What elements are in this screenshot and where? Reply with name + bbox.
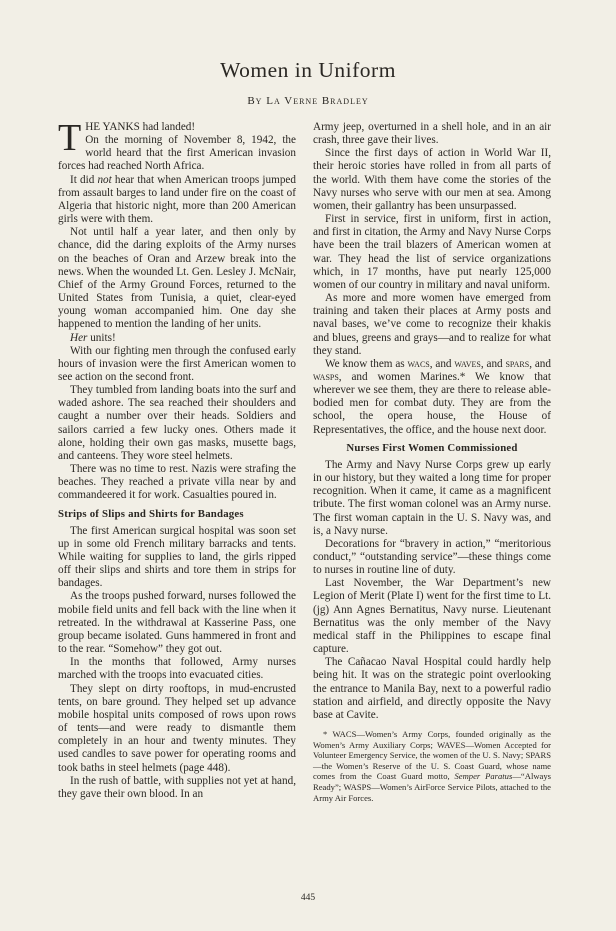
byline [0, 95, 616, 107]
small-caps-term: wacs [407, 357, 430, 370]
footnote [313, 729, 551, 803]
emphasis: not [97, 173, 112, 186]
page-number: 445 [300, 893, 316, 903]
paragraph: As the troops pushed forward, nurses followed the mobile field units and fell back with the line when it retreated. In the withdrawal at Kasserine Pass, one group became isolated. Guns hammered in front and to the rear. “Somehow” they got out. [58, 590, 296, 656]
paragraph: First in service, first in uniform, first in action, and first in citation, the Army and Navy Nurse Corps have been the trail blazers of American women at war. They head the list of service organizations which, in 17 months, have put nearly 125,000 women of our country in military and naval uniform. [313, 213, 551, 291]
paragraph: Army jeep, overturned in a shell hole, and in an air crash, three gave their lives. [313, 121, 551, 147]
paragraph: It did not hear that when American troops jumped from assault barges to land under fire on the coast of Algeria that historic night, more than 200 American girls were with them. [58, 173, 296, 226]
opening-paragraph [58, 117, 296, 174]
opening-line: HE YANKS had landed! [85, 121, 196, 133]
byline-author: La Verne Bradley [266, 95, 369, 107]
paragraph: Last November, the War Department’s new Legion of Merit (Plate I) went for the first time to Lt. (jg) Ann Agnes Bernatitus, Navy nurse. Lieutenant Bernatitus was the only member of the Navy medical staff in the Philippines to escape final capture. [313, 577, 551, 656]
paragraph: In the months that followed, Army nurses marched with the troops into evacuated cities. [58, 656, 296, 682]
paragraph: Not until half a year later, and then only by chance, did the daring exploits of the Army nurses on the beaches of Oran and Arzew break into the news. When the wounded Lt. Gen. Lesley J. McNair, Chief of the Army Ground Forces, returned to the United States from Tunisia, a quiet, clear-eyed young woman accompanied him. One day she happened to mention the landing of her units. [58, 226, 296, 331]
paragraph: Decorations for “bravery in action,” “meritorious conduct,” “outstanding service”—these things come to nurses in routine line of duty. [313, 537, 551, 577]
paragraph: On the morning of November 8, 1942, the world heard that the first American invasion forces had reached North Africa. [58, 134, 296, 173]
small-caps-term: waves [454, 357, 481, 370]
drop-cap: T [58, 117, 82, 159]
paragraph: They tumbled from landing boats into the surf and waded ashore. The sea reached their shoulders and caught a number over their heads. Soldiers and sailors carried a few lucky ones. Others made it alone, holding their own gas masks, musette bags, and canteens. They wore steel helmets. [58, 384, 296, 462]
paragraph: The first American surgical hospital was soon set up in some old French military barracks and tents. While waiting for supplies to land, the girls ripped off their slips and shirts and tore them in strips for bandages. [58, 524, 296, 590]
footnote-text: * WACS—Women’s Army Corps, founded originally as the Women’s Army Auxiliary Corps; WAVES—Women Accepted for Volunteer Emergency Service, the women of the U. S. Navy; SPARS—the Women’s Reserve of the U. S. Coast Guard, whose name comes from the Coast Guard motto, Semper Paratus—“Always Ready”; WASPS—Women’s AirForce Service Pilots, attached to the Army Air Forces. [313, 729, 551, 803]
section-heading: Strips of Slips and Shirts for Bandages [58, 507, 244, 520]
paragraph: The Army and Navy Nurse Corps grew up early in our history, but they waited a long time for proper recognition. When it came, it came as a magnificent tribute. The first woman colonel was an Army nurse. The first woman captain in the U. S. Navy was, and is, a Navy nurse. [313, 458, 551, 537]
section-heading: Nurses First Women Commissioned [346, 441, 518, 454]
emphasis: Semper Paratus [454, 771, 513, 782]
paragraph: Her units! [70, 331, 116, 344]
paragraph: We know them as wacs, and waves, and spars, and wasps, and women Marines.* We know that wherever we see them, they are there to release able-bodied men for combat duty. They are from the school, the opera house, the House of Representatives, the office, and the house next door. [313, 357, 551, 436]
paragraph: They slept on dirty rooftops, in mud-encrusted tents, on bare ground. They helped set up advance mobile hospital units composed of rows upon rows of tents—and were ready to dismantle them completely in an hour and twenty minutes. They used candles to save power for operating rooms and took baths in steel helmets (page 448). [58, 682, 296, 774]
article-title: Women in Uniform [220, 58, 396, 82]
paragraph: Since the first days of action in World War II, their heroic stories have rolled in from all parts of the world. With them have come the stories of the Navy nurses who serve with our men at sea. Among women, their gallantry has been unsurpassed. [313, 147, 551, 212]
small-caps-term: wasps [313, 370, 339, 383]
emphasis: Her [70, 331, 88, 344]
small-caps-term: spars [505, 357, 530, 370]
paragraph: The Cañacao Naval Hospital could hardly help being hit. It was on the strategic point overlooking the entrance to Manila Bay, next to a powerful radio station and airfield, and directly opposite the Navy base at Cavite. [313, 656, 551, 721]
paragraph: As more and more women have emerged from training and taken their places at Army posts and naval bases, we’ve come to recognize their khakis and blues, greens and grays—and to realize for what they stand. [313, 292, 551, 357]
byline-prefix: By [247, 95, 263, 107]
paragraph: With our fighting men through the confused early hours of invasion were the first American women to see action on the second front. [58, 344, 296, 383]
left-column [58, 117, 296, 801]
paragraph: There was no time to rest. Nazis were strafing the beaches. They reached a private villa near by and commandeered it for work. Casualties poured in. [58, 463, 296, 502]
right-column [313, 121, 551, 803]
paragraph: In the rush of battle, with supplies not yet at hand, they gave their own blood. In an [58, 774, 296, 800]
